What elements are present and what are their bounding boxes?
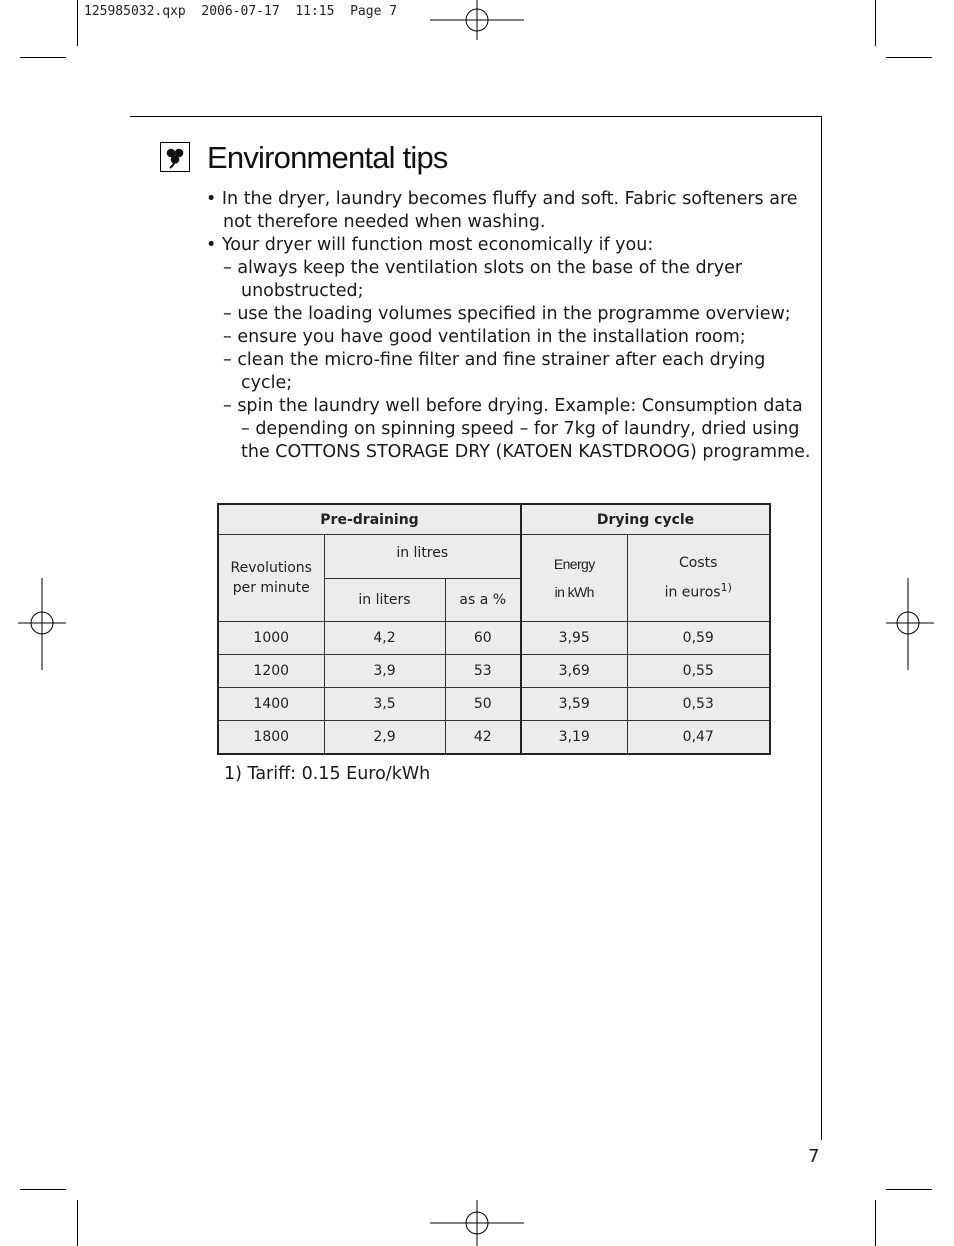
consumption-table xyxy=(217,503,771,755)
header-rpm: Revolutions per minute xyxy=(218,535,324,622)
header-costs: Costs in euros$^{1)}$ xyxy=(627,535,770,622)
page-number: 7 xyxy=(808,1146,820,1167)
tip-ventilation-slots: – always keep the ventilation slots on the base of the dryer unobstructed; xyxy=(223,258,743,301)
header-pre-draining: Pre-draining xyxy=(218,504,521,535)
cell-liters: 3,5 xyxy=(324,688,445,721)
cell-energy: 3,95 xyxy=(521,622,627,655)
cell-rpm: 1000 xyxy=(218,622,324,655)
cell-liters: 4,2 xyxy=(324,622,445,655)
cell-percent: 42 xyxy=(445,721,521,754)
registration-mark-left xyxy=(18,578,66,670)
tariff-footnote: 1) Tariff: 0.15 Euro/kWh xyxy=(224,764,431,784)
bullet-economical: • Your dryer will function most economically if you: xyxy=(206,235,654,255)
cell-rpm: 1800 xyxy=(218,721,324,754)
table-row xyxy=(218,622,770,655)
page-title: Environmental tips xyxy=(207,140,448,175)
cell-costs: 0,47 xyxy=(627,721,770,754)
registration-mark-top xyxy=(430,0,524,40)
tips-text xyxy=(206,188,816,464)
tip-clean-filter: – clean the micro-fine filter and fine strainer after each drying cycle; xyxy=(223,350,766,393)
registration-mark-bottom xyxy=(430,1200,524,1246)
cell-energy: 3,59 xyxy=(521,688,627,721)
cell-liters: 2,9 xyxy=(324,721,445,754)
cell-rpm: 1400 xyxy=(218,688,324,721)
registration-mark-right xyxy=(886,578,934,670)
cell-energy: 3,69 xyxy=(521,655,627,688)
cell-percent: 53 xyxy=(445,655,521,688)
tip-spin-laundry: – spin the laundry well before drying. Example: Consumption data – depending on spinning speed – for 7kg of laundry, dried using the COTTONS STORAGE DRY (KATOEN KASTDROOG) programme. xyxy=(223,396,811,462)
header-in-litres: in litres xyxy=(324,535,521,579)
cell-costs: 0,53 xyxy=(627,688,770,721)
header-drying-cycle: Drying cycle xyxy=(521,504,770,535)
tip-room-ventilation: – ensure you have good ventilation in the installation room; xyxy=(223,327,746,347)
cell-liters: 3,9 xyxy=(324,655,445,688)
cell-percent: 60 xyxy=(445,622,521,655)
cell-rpm: 1200 xyxy=(218,655,324,688)
table-row xyxy=(218,688,770,721)
cell-percent: 50 xyxy=(445,688,521,721)
cell-energy: 3,19 xyxy=(521,721,627,754)
table-row xyxy=(218,655,770,688)
table-row xyxy=(218,721,770,754)
header-in-liters: in liters xyxy=(324,579,445,622)
header-percent: as a % xyxy=(445,579,521,622)
header-energy: Energy in kWh xyxy=(521,535,627,622)
print-slug: 125985032.qxp 2006-07-17 11:15 Page 7 xyxy=(84,4,398,19)
clover-icon xyxy=(160,142,190,172)
cell-costs: 0,55 xyxy=(627,655,770,688)
bullet-softener: • In the dryer, laundry becomes fluffy and soft. Fabric softeners are not therefore needed when washing. xyxy=(206,189,798,232)
frame-right-rule xyxy=(821,116,822,1140)
tip-loading-volumes: – use the loading volumes specified in the programme overview; xyxy=(223,304,791,324)
cell-costs: 0,59 xyxy=(627,622,770,655)
frame-top-rule xyxy=(130,116,822,117)
